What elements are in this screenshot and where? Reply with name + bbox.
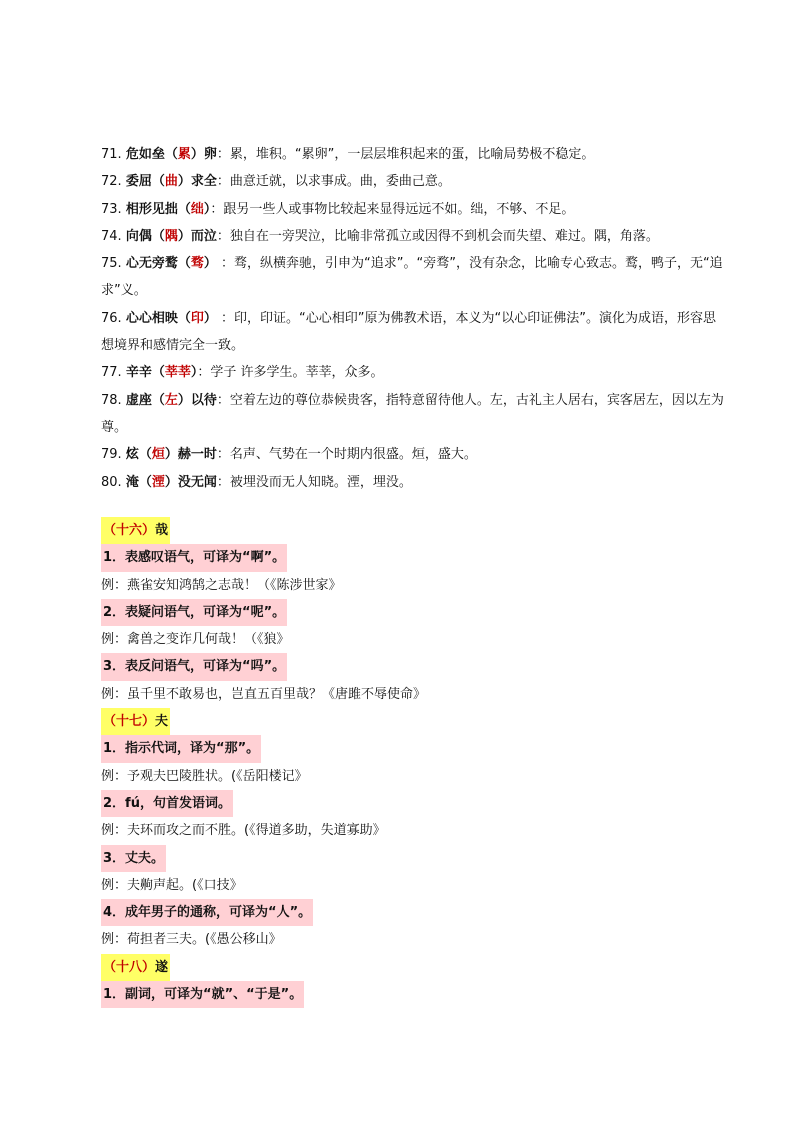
correct-character: 隅 bbox=[164, 228, 178, 244]
entry-explanation: ：学子 许多学生。莘莘，众多。 bbox=[197, 365, 384, 381]
idiom-entry bbox=[101, 469, 725, 496]
usage-heading-row bbox=[101, 899, 725, 926]
idiom-entry bbox=[101, 141, 725, 168]
section-heading bbox=[101, 708, 170, 735]
usage-example: 例：虽千里不敢易也，岂直五百里哉？《唐雎不辱使命》 bbox=[101, 686, 427, 702]
section-word: 哉 bbox=[155, 523, 169, 538]
entry-explanation: ：独自在一旁哭泣，比喻非常孤立或因得不到机会而失望、难过。隅，角落。 bbox=[216, 228, 659, 244]
section-heading bbox=[101, 517, 170, 544]
usage-heading: 1．指示代词，译为“那”。 bbox=[101, 735, 261, 762]
section-word: 遂 bbox=[155, 959, 169, 975]
section-heading-row bbox=[101, 954, 725, 981]
idiom-entry bbox=[101, 305, 725, 360]
usage-heading-row bbox=[101, 845, 725, 872]
usage-example: 例：荷担者三夫。(《愚公移山》 bbox=[101, 932, 282, 948]
wrong-form-prefix: 虚座（ bbox=[125, 392, 165, 408]
entry-explanation: ：空着左边的尊位恭候贵客，指特意留待他人。左，古礼主人居右，宾客居左，因以左为尊。 bbox=[101, 392, 724, 435]
wrong-form-prefix: 委屈（ bbox=[125, 174, 165, 190]
correct-character: 曲 bbox=[164, 174, 178, 190]
idiom-list bbox=[101, 141, 725, 496]
usage-heading-row bbox=[101, 735, 725, 762]
correct-character: 累 bbox=[177, 147, 191, 162]
correct-character: 印 bbox=[190, 310, 204, 326]
wrong-form-suffix: ） bbox=[190, 365, 198, 381]
wrong-form-prefix: 心心相映（ bbox=[125, 310, 191, 326]
correct-character: 湮 bbox=[151, 474, 165, 490]
usage-example-row bbox=[101, 872, 725, 899]
entry-explanation: ：曲意迁就，以求事成。曲，委曲己意。 bbox=[216, 174, 451, 190]
idiom-entry bbox=[101, 168, 725, 195]
section-number: （十八） bbox=[103, 959, 156, 975]
wrong-form-prefix: 向偶（ bbox=[125, 228, 165, 244]
usage-heading-row bbox=[101, 599, 725, 626]
correct-character: 骛 bbox=[190, 256, 204, 272]
entry-number: 71. bbox=[101, 147, 122, 162]
idiom-entry bbox=[101, 196, 725, 223]
entry-number: 80. bbox=[101, 474, 122, 490]
correct-character: 莘莘 bbox=[164, 365, 191, 381]
idiom-entry bbox=[101, 387, 725, 442]
wrong-form-suffix: ）卵 bbox=[190, 147, 217, 162]
idiom-entry bbox=[101, 223, 725, 250]
wrong-form-prefix: 危如垒（ bbox=[125, 147, 178, 162]
usage-heading-row bbox=[101, 653, 725, 680]
entry-number: 74. bbox=[101, 228, 122, 244]
function-word-sections bbox=[101, 517, 725, 1008]
correct-character: 绌 bbox=[190, 201, 204, 217]
section-number: （十六） bbox=[103, 523, 156, 538]
wrong-form-suffix: ）以待 bbox=[177, 392, 217, 408]
usage-heading: 3．丈夫。 bbox=[101, 845, 166, 872]
section-word: 夫 bbox=[155, 714, 169, 730]
idiom-entry bbox=[101, 359, 725, 386]
usage-heading-row bbox=[101, 544, 725, 571]
section-heading-row bbox=[101, 517, 725, 544]
wrong-form-suffix: ） bbox=[203, 256, 217, 272]
usage-example: 例：燕雀安知鸿鹄之志哉！（《陈涉世家》 bbox=[101, 577, 342, 593]
wrong-form-suffix: ）求全 bbox=[177, 174, 217, 190]
usage-heading: 3．表反问语气，可译为“吗”。 bbox=[101, 653, 287, 680]
section-heading bbox=[101, 954, 170, 981]
entry-explanation: ：被埋没而无人知晓。湮，埋没。 bbox=[216, 474, 412, 490]
wrong-form-prefix: 相形见拙（ bbox=[125, 201, 191, 217]
usage-example-row bbox=[101, 817, 725, 844]
correct-character: 烜 bbox=[151, 447, 165, 463]
wrong-form-prefix: 心无旁鹜（ bbox=[125, 256, 191, 272]
wrong-form-suffix: ） bbox=[203, 201, 211, 217]
entry-number: 76. bbox=[101, 310, 122, 326]
usage-example: 例：夫齁声起。(《口技》 bbox=[101, 877, 243, 893]
usage-heading: 2．fú，句首发语词。 bbox=[101, 790, 233, 817]
usage-example: 例：予观夫巴陵胜状。(《岳阳楼记》 bbox=[101, 768, 308, 784]
entry-number: 78. bbox=[101, 392, 122, 408]
entry-explanation: ：名声、气势在一个时期内很盛。烜，盛大。 bbox=[216, 447, 477, 463]
idiom-entry bbox=[101, 441, 725, 468]
entry-number: 72. bbox=[101, 174, 122, 190]
entry-explanation: ：累，堆积。“累卵”，一层层堆积起来的蛋，比喻局势极不稳定。 bbox=[216, 147, 595, 162]
usage-heading: 1．表感叹语气，可译为“啊”。 bbox=[101, 544, 287, 571]
section-number: （十七） bbox=[103, 714, 156, 730]
section-heading-row bbox=[101, 708, 725, 735]
idiom-entry bbox=[101, 250, 725, 305]
usage-heading: 4．成年男子的通称，可译为“人”。 bbox=[101, 899, 313, 926]
usage-example: 例：禽兽之变诈几何哉！（《狼》 bbox=[101, 632, 290, 648]
wrong-form-prefix: 炫（ bbox=[125, 447, 152, 463]
wrong-form-suffix: ） bbox=[203, 310, 217, 326]
wrong-form-suffix: ）没无闻 bbox=[164, 474, 217, 490]
entry-explanation: ：骛，纵横奔驰，引申为“追求”。“旁骛”，没有杂念，比喻专心致志。鹜，鸭子，无“追求”义。 bbox=[101, 256, 723, 299]
wrong-form-prefix: 辛辛（ bbox=[125, 365, 165, 381]
entry-number: 77. bbox=[101, 365, 122, 381]
entry-explanation: ：印，印证。“心心相印”原为佛教术语，本义为“以心印证佛法”。演化为成语，形容思想境界和感情完全一致。 bbox=[101, 310, 716, 354]
entry-explanation: ：跟另一些人或事物比较起来显得远远不如。绌，不够、不足。 bbox=[210, 201, 575, 217]
usage-heading: 1．副词，可译为“就”、“于是”。 bbox=[101, 981, 304, 1008]
usage-example-row bbox=[101, 681, 725, 708]
usage-example-row bbox=[101, 763, 725, 790]
usage-heading: 2．表疑问语气，可译为“呢”。 bbox=[101, 599, 287, 626]
usage-heading-row bbox=[101, 790, 725, 817]
entry-number: 73. bbox=[101, 201, 122, 217]
usage-example-row bbox=[101, 926, 725, 953]
correct-character: 左 bbox=[164, 392, 178, 408]
wrong-form-suffix: ）而泣 bbox=[177, 228, 217, 244]
usage-example-row bbox=[101, 626, 725, 653]
wrong-form-prefix: 淹（ bbox=[125, 474, 152, 490]
wrong-form-suffix: ）赫一时 bbox=[164, 447, 217, 463]
usage-example-row bbox=[101, 572, 725, 599]
entry-number: 79. bbox=[101, 447, 122, 463]
usage-example: 例：夫环而攻之而不胜。(《得道多助，失道寡助》 bbox=[101, 823, 386, 839]
entry-number: 75. bbox=[101, 256, 122, 272]
usage-heading-row bbox=[101, 981, 725, 1008]
